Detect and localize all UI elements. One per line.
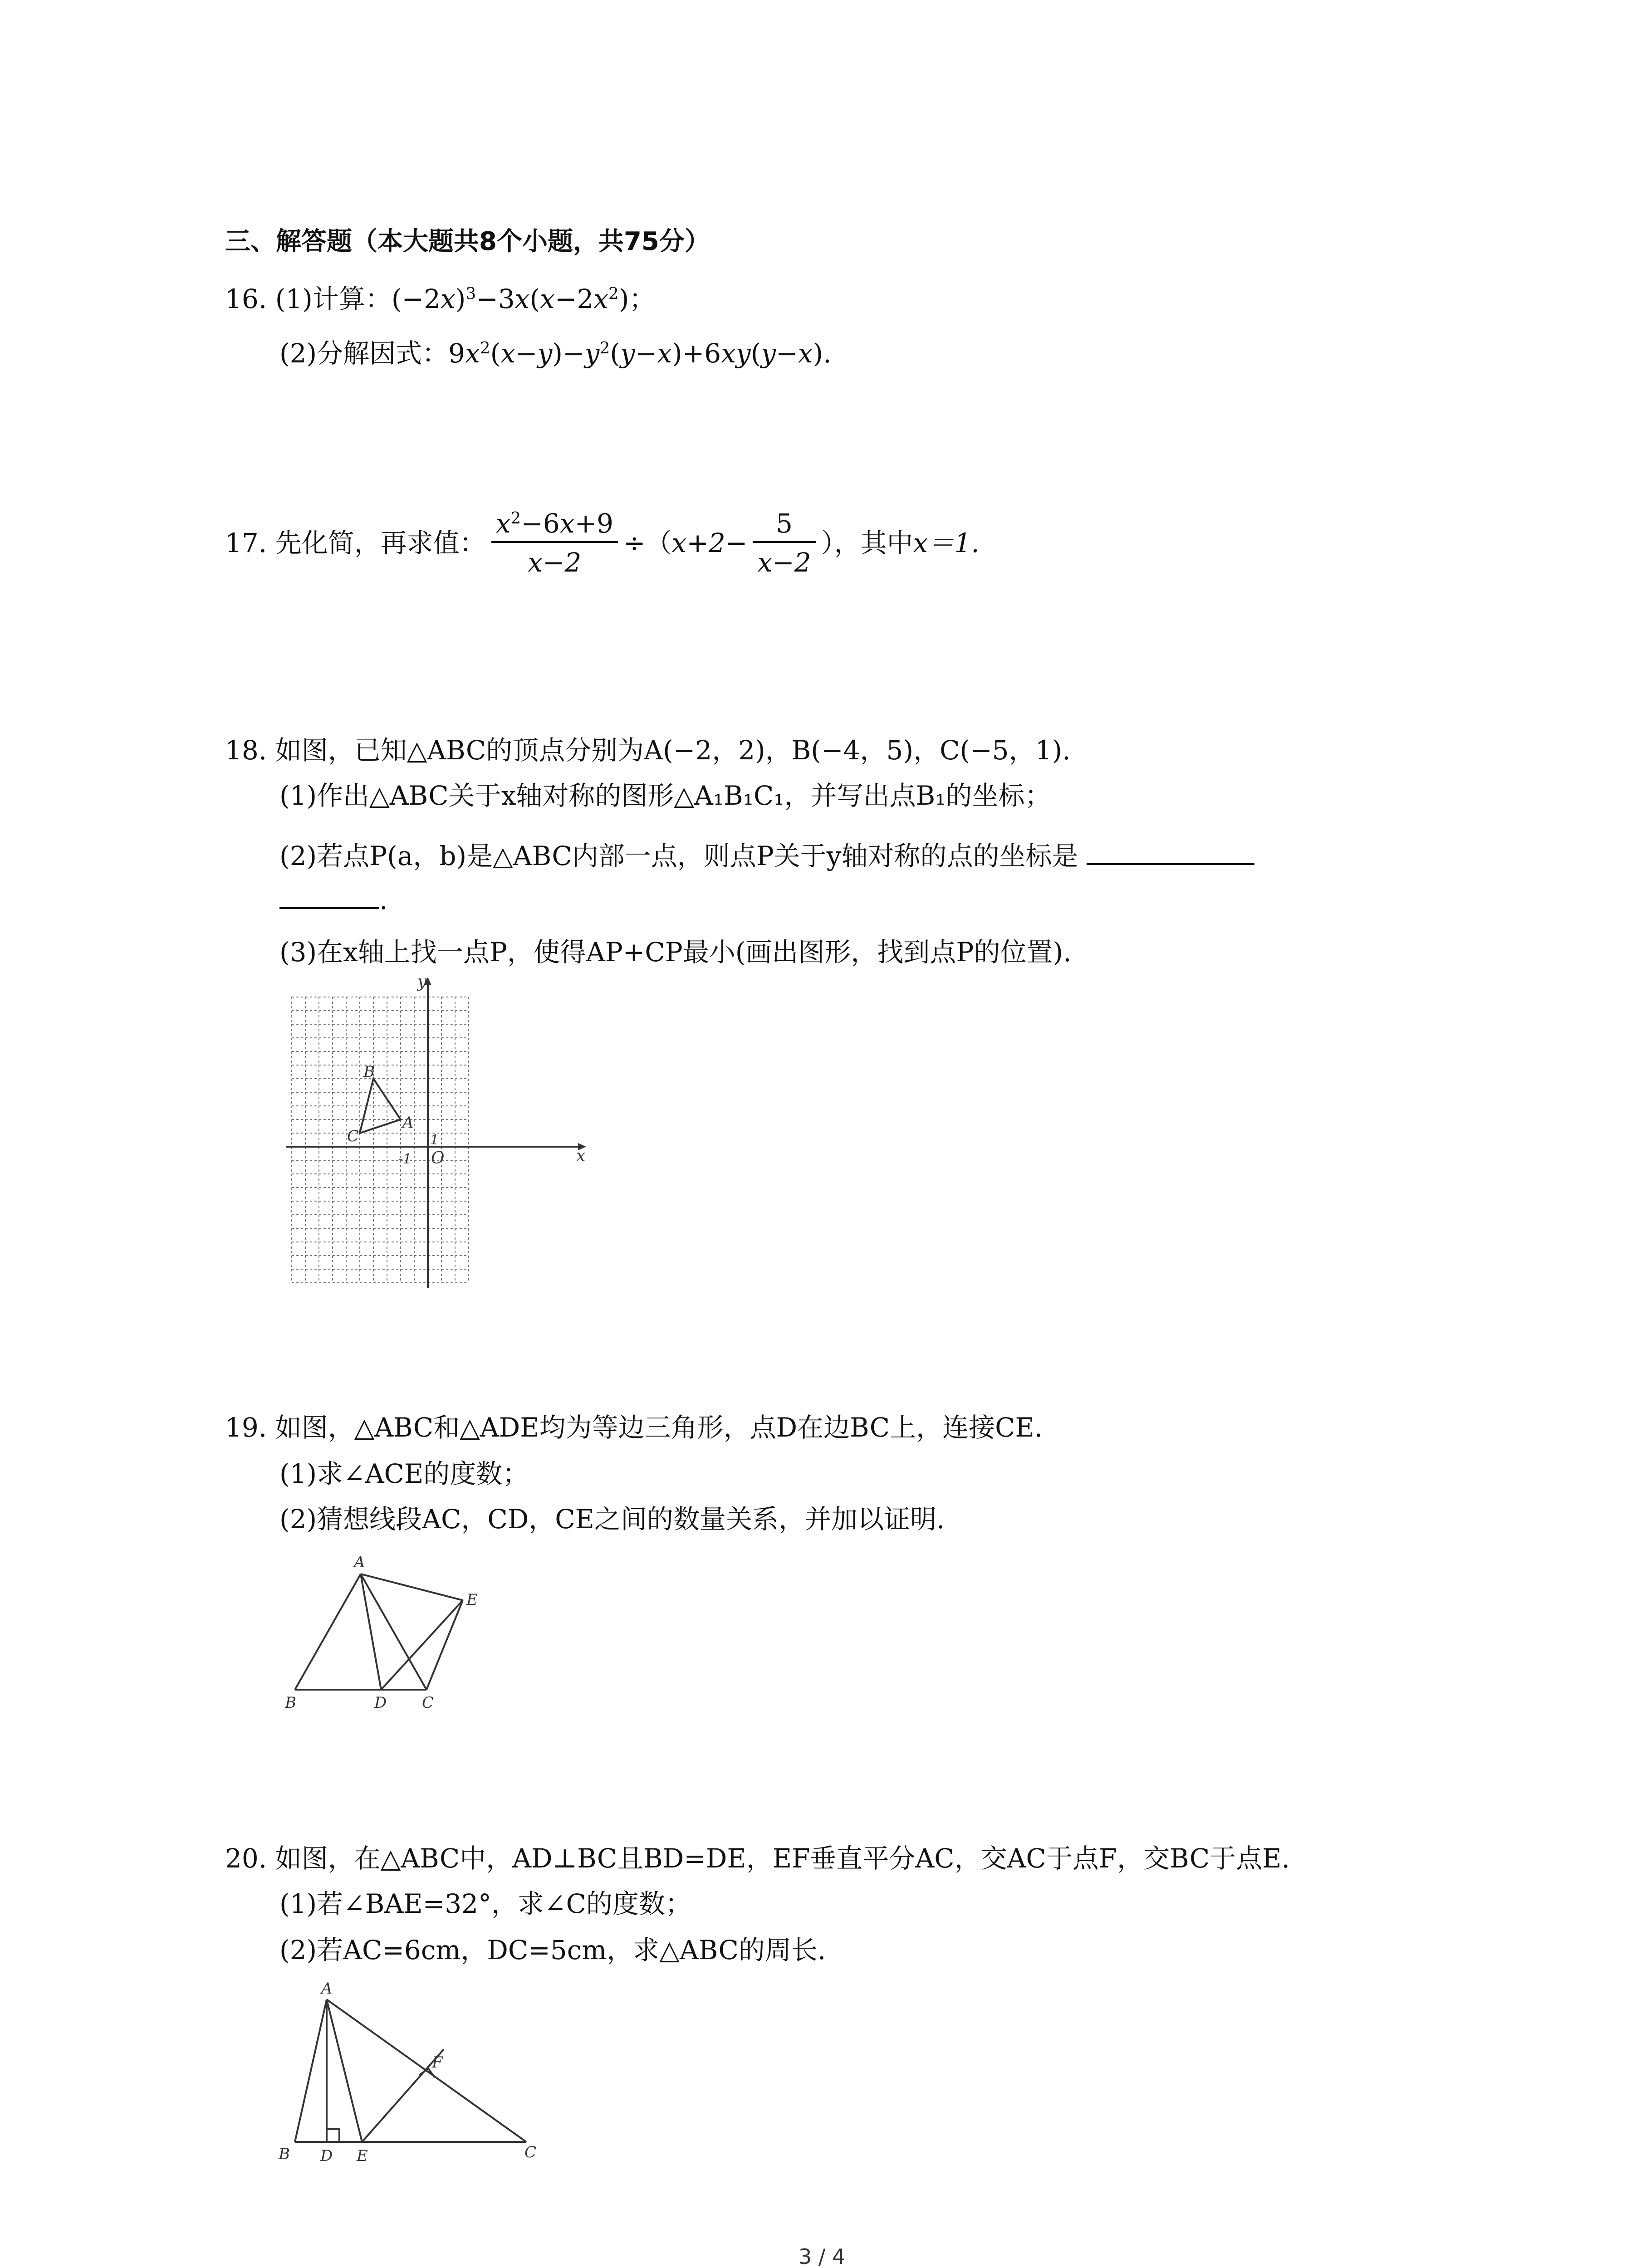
section-heading: 三、解答题（本大题共8个小题，共75分） [225,227,710,256]
q19-label-b: B [285,1694,296,1712]
q18-part3: (3)在x轴上找一点P，使得AP+CP最小(画出图形，找到点P的位置). [279,937,1072,968]
q20-label-d: D [320,2147,333,2165]
q20-part1: (1)若∠BAE=32°，求∠C的度数； [279,1888,691,1919]
q20-figure [272,1978,554,2168]
q18-tick-y-label: 1 [430,1132,439,1148]
q19-line1 [225,1414,1043,1441]
q18-text: 如图，已知△ABC的顶点分别为A(−2，2)，B(−4，5)，C(−5，1). [275,735,1071,766]
q17-fraction-1-numerator: $x^2-6x+9$ [491,510,618,543]
q18-grid-lines [292,997,469,1283]
q20-label-e: E [357,2147,368,2165]
q18-x-axis-label: x [576,1147,586,1165]
q16-part1-label: (1)计算： [275,284,392,314]
q18-line1 [225,735,1071,766]
q18-y-axis-label: y [417,973,427,991]
q17-divide: ÷（ [623,528,672,558]
q20-right-angle-d-icon [327,2129,339,2142]
q17-number: 17. [225,528,267,558]
q16-line1 [225,286,656,312]
q20-label-a: A [321,1980,333,1998]
q18-answer-blank[interactable] [1087,845,1254,865]
q16-part2-label: (2)分解因式： [279,338,449,369]
q19-text: 如图，△ABC和△ADE均为等边三角形，点D在边BC上，连接CE. [275,1412,1043,1443]
q18-part2-text: (2)若点P(a，b)是△ABC内部一点，则点P关于y轴对称的点的坐标是 [279,841,1078,871]
q19-segment-de [381,1600,463,1690]
q19-side-ab [295,1574,361,1690]
q17-fraction-2-denominator: x−2 [757,547,811,578]
q18-part2-cont [279,887,387,913]
q20-text: 如图，在△ABC中，AD⊥BC且BD=DE，EF垂直平分AC，交AC于点F，交BC于点E. [275,1843,1290,1874]
q16-part1-expression: $(-2x)^3-3x(x-2x^2)$； [391,284,656,314]
q16-part2-expression: $9x^2(x-y)-y^2(y-x)+6xy(y-x)$. [448,338,832,369]
q20-line1 [225,1845,1290,1872]
q20-number: 20. [225,1843,267,1874]
q17-fraction-2-numerator: 5 [753,510,815,543]
q18-origin-label: O [431,1149,445,1168]
q18-answer-blank-2[interactable] [279,889,379,909]
q18-number: 18. [225,735,267,766]
q20-perpendicular-ef [362,2049,444,2142]
q20-side-ab [295,1999,327,2142]
q18-part2 [279,843,1254,869]
q20-label-f: F [432,2053,443,2072]
q18-point-a-label: A [402,1114,414,1132]
q17-tail: ），其中 [821,528,913,558]
q20-part2: (2)若AC=6cm，DC=5cm，求△ABC的周长. [279,1935,826,1965]
q19-part2: (2)猜想线段AC，CD，CE之间的数量关系，并加以证明. [279,1504,945,1535]
q18-part2-end: . [379,885,388,915]
q18-point-c-label: C [347,1127,359,1145]
q17-line [225,510,980,576]
q18-point-b-label: B [363,1063,375,1081]
q19-figure [277,1547,513,1715]
q17-middle-term: x+2− [671,528,748,558]
q20-label-c: C [524,2143,537,2161]
q19-segment-ae [361,1574,463,1600]
q18-tick-x-label: -1 [398,1151,412,1167]
q16-line2 [279,340,832,367]
q19-label-e: E [466,1591,478,1609]
q18-figure-grid [277,971,594,1288]
q17-fraction-2 [753,510,815,576]
q16-number: 16. [225,284,267,314]
q17-fraction-1-denominator: x−2 [528,547,582,578]
q17-intro: 先化简，再求值： [275,528,486,558]
page-number: 3 / 4 [798,2244,846,2268]
q18-part1: (1)作出△ABC关于x轴对称的图形△A₁B₁C₁，并写出点B₁的坐标； [279,780,1051,811]
q19-label-c: C [422,1694,434,1712]
q19-part1: (1)求∠ACE的度数； [279,1458,529,1489]
q17-condition: x＝1. [913,528,980,558]
q19-label-d: D [374,1694,387,1712]
q19-segment-ce [426,1600,463,1690]
q19-label-a: A [354,1553,365,1571]
q19-number: 19. [225,1412,267,1443]
q17-fraction-1 [491,510,618,576]
q20-label-b: B [279,2145,290,2163]
